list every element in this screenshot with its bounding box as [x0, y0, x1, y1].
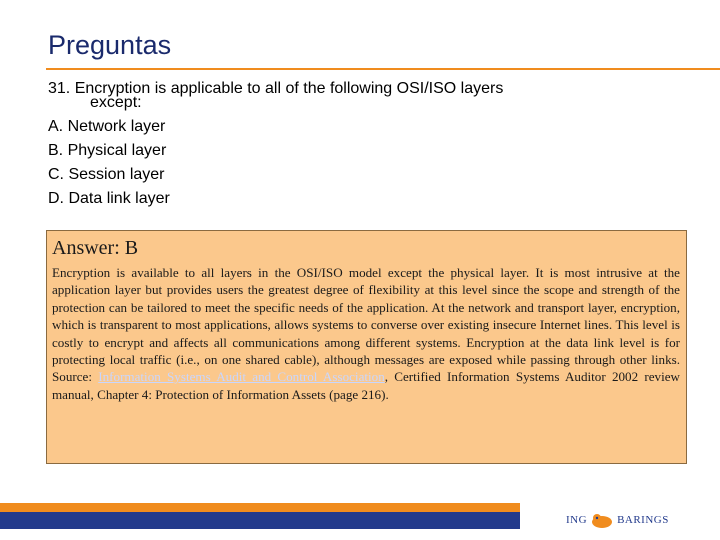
ing-barings-logo: [566, 510, 686, 530]
logo-text-barings: BARINGS: [617, 514, 669, 526]
answer-box: [46, 230, 687, 464]
footer-bar-orange: [0, 503, 520, 512]
question-block: [48, 80, 688, 208]
lion-icon: [589, 511, 615, 529]
source-label: Source:: [52, 369, 92, 385]
option-c: C. Session layer: [48, 166, 165, 183]
answer-title: Answer: B: [52, 237, 139, 259]
logo-text-ing: ING: [566, 514, 588, 526]
question-text-line1: 31. Encryption is applicable to all of the following OSI/ISO layers: [48, 80, 504, 97]
title-underline: [46, 68, 720, 70]
footer-bar-blue: [0, 512, 520, 529]
slide-title: Preguntas: [48, 30, 172, 60]
option-d: D. Data link layer: [48, 190, 170, 207]
option-b: B. Physical layer: [48, 142, 167, 159]
answer-explanation: [52, 264, 680, 403]
source-link[interactable]: Information Systems Audit and Control Association: [98, 369, 385, 385]
answer-body-text: Encryption is available to all layers in the OSI/ISO model except the physical layer. It is most intrusive at the application layer but provides users the greatest degree of flexibility at this level since the scope and strength of the protection can be tailored to meet the specific needs of the application. At the network and transport layer, encryption, which is transparent to most applications, allows systems to converse over existing insecure Internet lines. This level is costly to encrypt and affects all communications among different systems. Encryption at the data link level is for protecting local traffic (i.e., on one shared cable), although messages are exposed while passing through other links.: [52, 265, 680, 368]
source-citation: , Certified Information Systems Auditor 2002 review manual, Chapter 4: Protection of Information Assets (page 216).: [52, 369, 680, 402]
option-a: A. Network layer: [48, 118, 166, 135]
question-text-line2: except:: [90, 94, 142, 111]
